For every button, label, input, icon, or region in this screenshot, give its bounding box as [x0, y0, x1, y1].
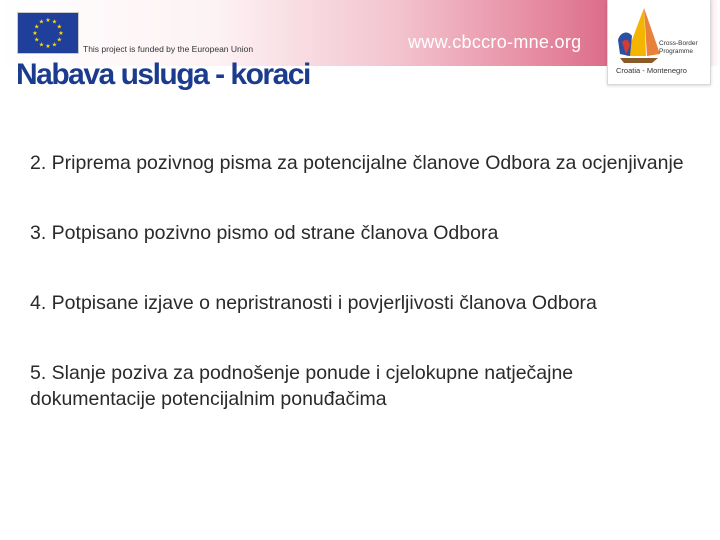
list-item: 2. Priprema pozivnog pisma za potencijalne članove Odbora za ocjenjivanje — [30, 152, 684, 174]
website-link[interactable]: www.cbccro-mne.org — [408, 32, 582, 52]
eu-star-icon: ★ — [45, 18, 51, 24]
programme-logo — [607, 0, 711, 85]
list-item: 4. Potpisane izjave o nepristranosti i povjerljivosti članova Odbora — [30, 292, 597, 314]
eu-star-icon: ★ — [56, 24, 62, 31]
eu-star-icon: ★ — [38, 19, 45, 26]
eu-star-icon: ★ — [51, 42, 58, 49]
list-item: 5. Slanje poziva za podnošenje ponude i cjelokupne natječajne dokumentacije potencijalnim ponuđačima — [30, 362, 574, 410]
eu-star-icon: ★ — [58, 31, 64, 37]
eu-star-icon: ★ — [45, 44, 51, 50]
list-item: 3. Potpisano pozivno pismo od strane članova Odbora — [30, 222, 499, 244]
programme-label: Cross-Border Programme — [659, 40, 698, 55]
eu-star-icon: ★ — [32, 31, 38, 37]
page-title: Nabava usluga - koraci — [16, 58, 310, 91]
eu-star-icon: ★ — [34, 24, 40, 31]
eu-star-icon: ★ — [51, 19, 58, 26]
programme-country: Croatia - Montenegro — [616, 66, 687, 75]
eu-star-icon: ★ — [56, 37, 62, 44]
eu-flag-icon — [17, 12, 79, 54]
eu-star-icon: ★ — [34, 37, 40, 44]
steps-list — [30, 150, 700, 412]
cross-border-sail-logo-icon — [616, 6, 662, 64]
eu-star-icon: ★ — [38, 42, 45, 49]
eu-funding-caption: This project is funded by the European Union — [83, 44, 254, 54]
